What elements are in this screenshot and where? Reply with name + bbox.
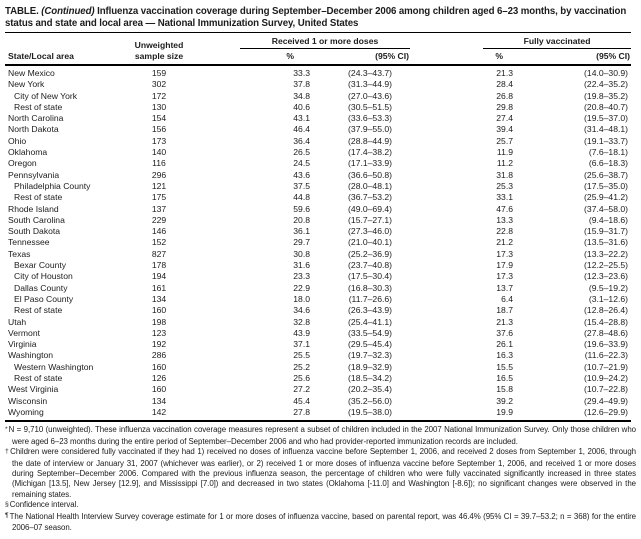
fully-ci-cell: (19.8–35.2) <box>584 90 629 101</box>
received-percent-cell: 43.6 <box>293 169 310 180</box>
sample-size-cell: 142 <box>151 406 167 417</box>
table-row <box>5 170 631 181</box>
sample-size-cell: 159 <box>151 68 167 78</box>
fully-ci-cell: (19.6–33.9) <box>584 339 629 350</box>
fully-ci-cell: (6.6–18.3) <box>588 158 629 169</box>
state-area-cell: Tennessee <box>8 237 50 248</box>
received-ci-cell: (26.3–43.9) <box>348 305 393 316</box>
received-percent-cell: 40.6 <box>293 101 310 112</box>
received-ci-cell: (19.5–38.0) <box>348 406 393 417</box>
fully-ci-cell: (22.4–35.2) <box>584 79 629 90</box>
sample-size-cell: 198 <box>151 316 167 327</box>
fully-percent-cell: 33.1 <box>496 192 514 203</box>
state-area-cell: Rest of state <box>14 101 63 112</box>
fully-ci-cell: (12.2–25.5) <box>584 260 629 271</box>
state-area-cell: Texas <box>8 248 31 259</box>
received-ci-cell: (33.5–54.9) <box>348 327 393 338</box>
col-group-received-doses: Received 1 or more doses <box>185 33 410 50</box>
fully-ci-cell: (9.5–19.2) <box>588 282 629 293</box>
received-percent-cell: 24.5 <box>293 158 310 169</box>
fully-ci-cell: (29.4–49.9) <box>584 395 629 406</box>
state-area-cell: New Mexico <box>8 68 55 78</box>
fully-ci-cell: (37.4–58.0) <box>584 203 629 214</box>
received-percent-cell: 18.0 <box>293 293 310 304</box>
fully-percent-cell: 26.8 <box>496 90 514 101</box>
received-percent-cell: 43.9 <box>293 327 310 338</box>
fully-percent-cell: 29.8 <box>496 101 514 112</box>
received-percent-cell: 23.3 <box>293 271 310 282</box>
state-area-cell: Utah <box>8 316 27 327</box>
table-row <box>5 215 631 226</box>
received-ci-cell: (28.0–48.1) <box>348 180 393 191</box>
state-area-cell: Oklahoma <box>8 147 48 158</box>
received-ci-cell: (36.7–53.2) <box>348 192 393 203</box>
fully-ci-cell: (12.6–29.9) <box>584 406 629 417</box>
col-header-received-ci: (95% CI) <box>375 51 410 61</box>
table-row <box>5 79 631 90</box>
received-percent-cell: 31.6 <box>293 260 310 271</box>
state-area-cell: Rest of state <box>14 192 63 203</box>
sample-size-cell: 194 <box>151 271 167 282</box>
sample-size-cell: 160 <box>151 384 167 395</box>
state-area-cell: North Dakota <box>8 124 59 135</box>
state-area-cell: Pennsylvania <box>8 169 60 180</box>
received-ci-cell: (37.9–55.0) <box>348 124 393 135</box>
state-area-cell: South Dakota <box>8 226 61 237</box>
fully-percent-cell: 39.4 <box>496 124 514 135</box>
fully-ci-cell: (12.8–26.4) <box>584 305 629 316</box>
received-ci-cell: (19.7–32.3) <box>348 350 393 361</box>
sample-size-cell: 134 <box>151 395 167 406</box>
received-percent-cell: 30.8 <box>293 248 310 259</box>
fully-percent-cell: 37.6 <box>496 327 514 338</box>
received-percent-cell: 43.1 <box>293 113 310 124</box>
footnote-text: Children were considered fully vaccinated if they had 1) received no doses of influenza vaccine before September 1, 2006, and received 2 doses from September 1, 2006, through the date of interview or January 31, 2007 (whichever was earlier), or 2) received 1 or more doses of influenza vaccine before September 1, 2006, and received 1 or more doses during September–December 2006. Compared with the previous influenza season, the percentage of children who were fully vaccinated significantly increased in three states (Michigan [13.5], New Jersey [12.9], and Mississippi [7.0]) and decreased in two states (Oklahoma [-11.0] and Washington [-8.6]); no significant changes were observed in the remaining states. <box>10 447 636 499</box>
received-ci-cell: (18.5–34.2) <box>348 373 393 384</box>
state-area-cell: Virginia <box>8 339 37 350</box>
received-ci-cell: (24.3–43.7) <box>348 68 393 78</box>
sample-size-cell: 175 <box>151 192 167 203</box>
sample-size-cell: 154 <box>151 113 167 124</box>
received-ci-cell: (17.4–38.2) <box>348 147 393 158</box>
col-group-fully-vaccinated: Fully vaccinated <box>410 33 631 50</box>
received-percent-cell: 34.8 <box>293 90 310 101</box>
fully-percent-cell: 39.2 <box>496 395 514 406</box>
fully-percent-cell: 15.8 <box>496 384 514 395</box>
received-percent-cell: 32.8 <box>293 316 310 327</box>
table-title-text: Influenza vaccination coverage during September–December 2006 among children aged 6–23 months, by vaccination status and state and local area — National Immunization Survey, United States <box>5 6 627 29</box>
table-title-label: TABLE. <box>5 6 39 17</box>
sample-size-header-line1: Unweighted <box>134 40 184 50</box>
sample-size-cell: 296 <box>151 169 167 180</box>
state-area-cell: Rest of state <box>14 373 63 384</box>
table-row <box>5 65 631 79</box>
received-ci-cell: (25.4–41.1) <box>348 316 393 327</box>
sample-size-cell: 140 <box>151 147 167 158</box>
received-percent-cell: 27.8 <box>293 406 310 417</box>
fully-percent-cell: 16.5 <box>496 373 514 384</box>
col-header-fully-ci: (95% CI) <box>596 51 631 61</box>
fully-percent-cell: 15.5 <box>496 361 514 372</box>
fully-ci-cell: (9.4–18.6) <box>588 214 629 225</box>
received-ci-cell: (18.9–32.9) <box>348 361 393 372</box>
footnote-text: N = 9,710 (unweighted). These influenza vaccination coverage measures represent a subset of children included in the 2007 National Immunization Survey. Only those children who were aged 6–23 months during the entire period of September–December 2006 and who had provider-reported immunization records are included. <box>8 425 636 446</box>
table-row <box>5 407 631 421</box>
sample-size-cell: 126 <box>151 373 167 384</box>
footnote-symbol: * <box>5 425 8 433</box>
state-area-cell: Washington <box>8 350 54 361</box>
col-header-fully-percent: % <box>495 51 504 61</box>
fully-percent-cell: 18.7 <box>496 305 514 316</box>
received-percent-cell: 20.8 <box>293 214 310 225</box>
received-percent-cell: 33.3 <box>293 68 310 78</box>
footnote <box>5 512 636 534</box>
state-area-cell: Western Washington <box>14 361 94 372</box>
received-ci-cell: (27.0–43.6) <box>348 90 393 101</box>
sample-size-cell: 156 <box>151 124 167 135</box>
table-row <box>5 350 631 361</box>
sample-size-cell: 146 <box>151 226 167 237</box>
fully-ci-cell: (15.9–31.7) <box>584 226 629 237</box>
received-percent-cell: 25.2 <box>293 361 310 372</box>
received-ci-cell: (49.0–69.4) <box>348 203 393 214</box>
received-ci-cell: (11.7–26.6) <box>348 293 393 304</box>
received-percent-cell: 27.2 <box>293 384 310 395</box>
footnote-text: The National Health Interview Survey coverage estimate for 1 or more doses of influenza vaccine, based on parental report, was 46.4% (95% CI = 39.7–53.2; n = 368) for the entire 2006–07 season. <box>9 511 636 533</box>
state-area-cell: Wyoming <box>8 406 44 417</box>
table-row <box>5 305 631 316</box>
state-area-cell: West Virginia <box>8 384 59 395</box>
fully-ci-cell: (14.0–30.9) <box>584 68 629 78</box>
fully-percent-cell: 11.2 <box>496 158 514 169</box>
table-row <box>5 113 631 124</box>
sample-size-cell: 123 <box>151 327 167 338</box>
sample-size-cell: 178 <box>151 260 167 271</box>
table-row <box>5 158 631 169</box>
received-percent-cell: 25.6 <box>293 373 310 384</box>
received-ci-cell: (17.1–33.9) <box>348 158 393 169</box>
fully-percent-cell: 25.3 <box>496 180 514 191</box>
sample-size-cell: 137 <box>151 203 167 214</box>
sample-size-cell: 116 <box>152 158 166 169</box>
table-row <box>5 271 631 282</box>
received-ci-cell: (25.2–36.9) <box>348 248 393 259</box>
fully-percent-cell: 13.3 <box>496 214 514 225</box>
fully-ci-cell: (11.6–22.3) <box>584 350 629 361</box>
fully-ci-cell: (10.9–24.2) <box>584 373 629 384</box>
received-percent-cell: 29.7 <box>293 237 310 248</box>
table-row <box>5 226 631 237</box>
table-row <box>5 260 631 271</box>
state-area-cell: Wisconsin <box>8 395 48 406</box>
fully-ci-cell: (25.9–41.2) <box>584 192 629 203</box>
fully-ci-cell: (25.6–38.7) <box>584 169 629 180</box>
received-ci-cell: (35.2–56.0) <box>348 395 393 406</box>
sample-size-cell: 827 <box>151 248 167 259</box>
table-row <box>5 283 631 294</box>
received-percent-cell: 36.4 <box>293 135 310 146</box>
table-row <box>5 339 631 350</box>
fully-ci-cell: (13.5–31.6) <box>584 237 629 248</box>
col-header-received-percent: % <box>286 51 294 61</box>
sample-size-cell: 160 <box>151 305 167 316</box>
state-area-cell: South Carolina <box>8 214 65 225</box>
fully-percent-cell: 28.4 <box>496 79 514 90</box>
received-ci-cell: (16.8–30.3) <box>348 282 393 293</box>
received-percent-cell: 34.6 <box>293 305 310 316</box>
received-ci-cell: (23.7–40.8) <box>348 260 393 271</box>
fully-percent-cell: 16.3 <box>496 350 514 361</box>
fully-ci-cell: (3.1–12.6) <box>588 293 629 304</box>
fully-percent-cell: 21.2 <box>496 237 514 248</box>
fully-ci-cell: (17.5–35.0) <box>584 180 629 191</box>
fully-percent-cell: 31.8 <box>496 169 514 180</box>
received-ci-cell: (15.7–27.1) <box>348 214 393 225</box>
received-percent-cell: 44.8 <box>293 192 310 203</box>
fully-percent-cell: 26.1 <box>496 339 514 350</box>
table-row <box>5 192 631 203</box>
fully-ci-cell: (19.5–37.0) <box>584 113 629 124</box>
fully-percent-cell: 22.8 <box>496 226 514 237</box>
fully-ci-cell: (10.7–22.8) <box>584 384 629 395</box>
received-ci-cell: (31.3–44.9) <box>348 79 393 90</box>
footnote <box>5 500 636 511</box>
received-ci-cell: (17.5–30.4) <box>348 271 393 282</box>
table-row <box>5 181 631 192</box>
received-ci-cell: (33.6–53.3) <box>348 113 393 124</box>
received-ci-cell: (27.3–46.0) <box>348 226 393 237</box>
received-percent-cell: 25.5 <box>293 350 310 361</box>
sample-size-cell: 286 <box>151 350 167 361</box>
fully-percent-cell: 21.3 <box>496 316 514 327</box>
table-row <box>5 124 631 135</box>
state-area-cell: Dallas County <box>14 282 68 293</box>
fully-percent-cell: 19.9 <box>496 406 514 417</box>
table-body <box>5 65 631 421</box>
state-area-cell: City of Houston <box>14 271 73 282</box>
fully-percent-cell: 17.9 <box>496 260 514 271</box>
state-area-cell: New York <box>8 79 45 90</box>
state-area-cell: City of New York <box>14 90 78 101</box>
received-percent-cell: 37.5 <box>293 180 310 191</box>
fully-percent-cell: 47.6 <box>496 203 514 214</box>
fully-percent-cell: 17.3 <box>496 248 514 259</box>
table-title-continued: (Continued) <box>41 6 95 17</box>
table-row <box>5 317 631 328</box>
table-header <box>5 33 631 66</box>
table-row <box>5 136 631 147</box>
fully-percent-cell: 6.4 <box>501 293 514 304</box>
received-percent-cell: 22.9 <box>293 282 310 293</box>
table-row <box>5 204 631 215</box>
col-header-unweighted-sample-size <box>133 33 185 66</box>
received-percent-cell: 45.4 <box>293 395 310 406</box>
table-row <box>5 396 631 407</box>
table-row <box>5 91 631 102</box>
table-row <box>5 373 631 384</box>
table-title <box>5 6 636 29</box>
sample-size-cell: 173 <box>151 135 167 146</box>
table-row <box>5 147 631 158</box>
received-ci-cell: (28.8–44.9) <box>348 135 393 146</box>
fully-ci-cell: (27.8–48.6) <box>584 327 629 338</box>
sample-size-cell: 134 <box>151 293 167 304</box>
sample-size-cell: 152 <box>151 237 167 248</box>
state-area-cell: Philadelphia County <box>14 180 91 191</box>
fully-ci-cell: (13.3–22.2) <box>584 248 629 259</box>
received-ci-cell: (21.0–40.1) <box>348 237 393 248</box>
sample-size-header-line2: sample size <box>134 51 184 61</box>
footnote-symbol: ¶ <box>5 512 9 520</box>
received-percent-cell: 36.1 <box>293 226 310 237</box>
fully-ci-cell: (12.3–23.6) <box>584 271 629 282</box>
footnote <box>5 447 636 500</box>
fully-ci-cell: (10.7–21.9) <box>584 361 629 372</box>
sample-size-cell: 161 <box>151 282 167 293</box>
sample-size-cell: 121 <box>151 180 167 191</box>
footnote-text: Confidence interval. <box>9 500 79 510</box>
fully-ci-cell: (7.6–18.1) <box>588 147 629 158</box>
received-ci-cell: (29.5–45.4) <box>348 339 393 350</box>
received-percent-cell: 26.5 <box>293 147 310 158</box>
fully-percent-cell: 13.7 <box>496 282 514 293</box>
table-row <box>5 362 631 373</box>
state-area-cell: Bexar County <box>14 260 67 271</box>
fully-ci-cell: (15.4–28.8) <box>584 316 629 327</box>
state-area-cell: North Carolina <box>8 113 64 124</box>
state-area-cell: Vermont <box>8 327 41 338</box>
state-area-cell: Rhode Island <box>8 203 59 214</box>
fully-ci-cell: (20.8–40.7) <box>584 101 629 112</box>
state-area-cell: Ohio <box>8 135 27 146</box>
fully-ci-cell: (31.4–48.1) <box>584 124 629 135</box>
sample-size-cell: 160 <box>151 361 167 372</box>
received-percent-cell: 37.1 <box>293 339 310 350</box>
table-row <box>5 294 631 305</box>
footnotes <box>5 425 636 534</box>
sample-size-cell: 229 <box>151 214 167 225</box>
state-area-cell: Rest of state <box>14 305 63 316</box>
received-ci-cell: (20.2–35.4) <box>348 384 393 395</box>
footnote-symbol: § <box>5 500 9 508</box>
fully-percent-cell: 27.4 <box>496 113 514 124</box>
fully-percent-cell: 17.3 <box>496 271 514 282</box>
received-percent-cell: 37.8 <box>293 79 310 90</box>
table-row <box>5 237 631 248</box>
fully-ci-cell: (19.1–33.7) <box>584 135 629 146</box>
sample-size-cell: 192 <box>151 339 167 350</box>
sample-size-cell: 130 <box>151 101 167 112</box>
table-row <box>5 249 631 260</box>
table-row <box>5 328 631 339</box>
received-percent-cell: 59.6 <box>293 203 310 214</box>
sample-size-cell: 172 <box>151 90 167 101</box>
fully-percent-cell: 25.7 <box>496 135 514 146</box>
sample-size-cell: 302 <box>151 79 167 90</box>
fully-percent-cell: 11.9 <box>496 147 514 158</box>
state-area-cell: Oregon <box>8 158 37 169</box>
footnote <box>5 425 636 447</box>
table-row <box>5 384 631 395</box>
received-ci-cell: (36.6–50.8) <box>348 169 393 180</box>
vaccination-coverage-table <box>5 32 631 422</box>
received-percent-cell: 46.4 <box>293 124 310 135</box>
table-row <box>5 102 631 113</box>
fully-percent-cell: 21.3 <box>496 68 514 78</box>
col-header-state-local-area: State/Local area <box>8 51 74 61</box>
state-area-cell: El Paso County <box>14 293 74 304</box>
footnote-symbol: † <box>5 447 10 455</box>
received-ci-cell: (30.5–51.5) <box>348 101 393 112</box>
